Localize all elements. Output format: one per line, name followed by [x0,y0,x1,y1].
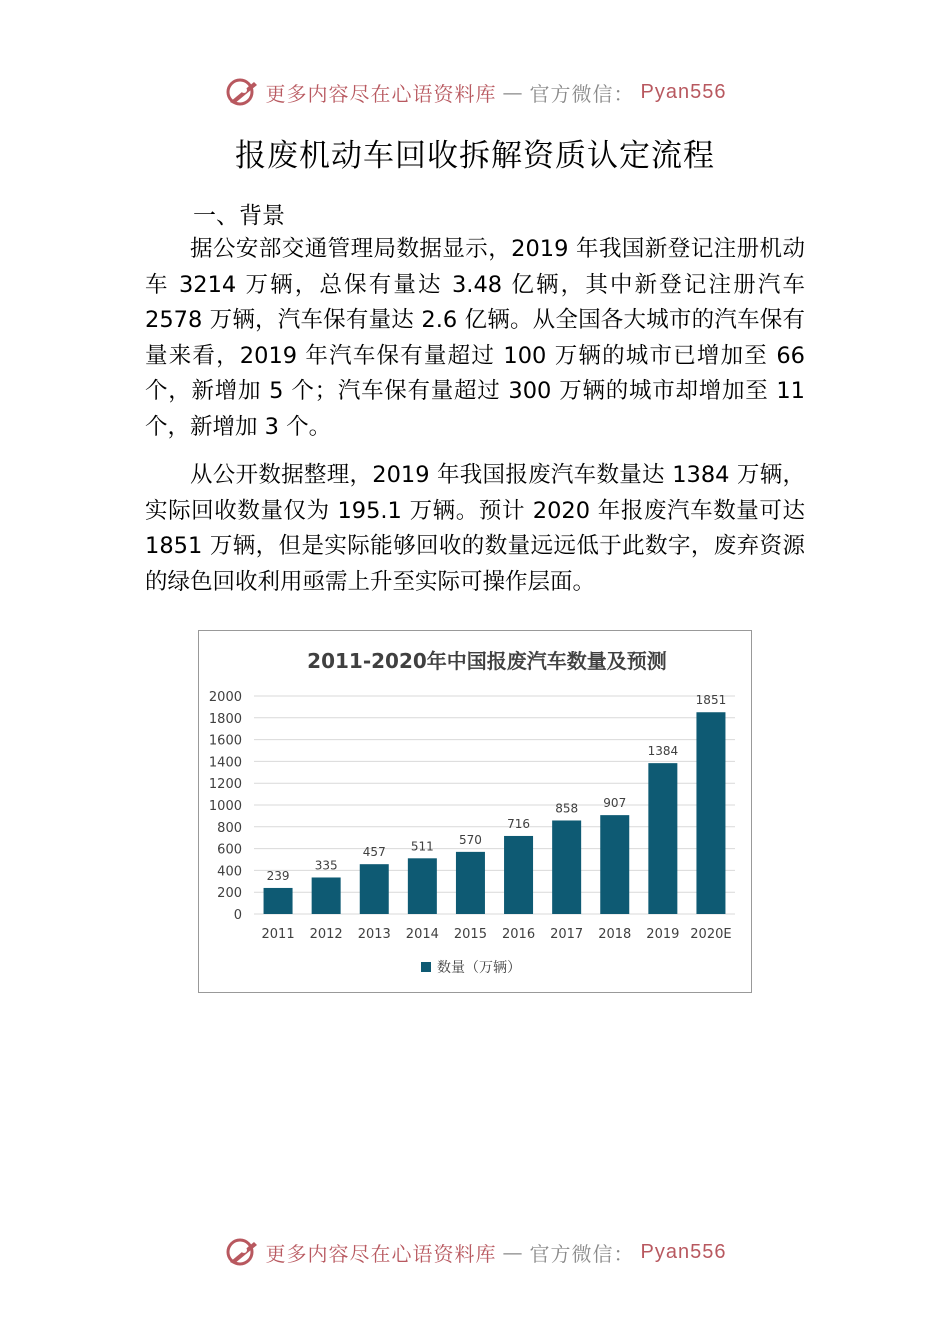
legend-label: 数量（万辆） [437,960,521,976]
bar-2012 [312,877,341,914]
footer-promo-text: 更多内容尽在心语资料库 [265,1241,497,1266]
y-tick-label: 1600 [208,733,242,749]
y-tick-label: 1400 [208,755,242,771]
header-wechat-id: Pyan556 [640,80,727,103]
paragraph-1: 据公安部交通管理局数据显示，2019 年我国新登记注册机动车 3214 万辆，总保有量达 3.48 亿辆，其中新登记注册汽车 2578 万辆，汽车保有量达 2.6 亿辆。从全国各大城市的汽车保有量来看，2019 年汽车保有量超过 100 万辆的城市已增加至 66 个，新增加 5 个；汽车保有量超过 300 万辆的城市却增加至 11 个，新增加 3 个。 [145,236,805,440]
x-tick-label: 2019 [646,927,680,942]
header-dash: — [502,80,524,104]
y-tick-label: 800 [217,820,242,836]
bar-2016 [504,836,533,914]
x-tick-label: 2015 [453,927,487,942]
bar-2019 [648,763,677,914]
document-title: 报废机动车回收拆解资质认定流程 [235,138,715,174]
legend-swatch [421,962,431,972]
bar-2020E [696,712,725,914]
data-label: 570 [458,832,482,847]
data-label: 1384 [647,744,679,759]
logo-icon [224,76,260,108]
chart-title: 2011-2020年中国报废汽车数量及预测 [307,649,667,673]
bar-2013 [360,864,389,914]
data-label: 858 [555,801,579,816]
y-tick-label: 200 [217,886,242,902]
paragraph-2: 从公开数据整理，2019 年我国报废汽车数量达 1384 万辆，实际回收数量仅为 195.1 万辆。预计 2020 年报废汽车数量可达 1851 万辆，但是实际能够回收的数量远远低于此数字，废弃资源的绿色回收利用亟需上升至实际可操作层面。 [145,462,805,595]
y-tick-label: 600 [217,842,242,858]
x-tick-label: 2013 [357,927,391,942]
header-wechat-label: 官方微信： [529,81,635,106]
scrap-vehicle-bar-chart [199,631,751,992]
x-tick-label: 2014 [405,927,439,942]
y-tick-label: 0 [233,908,242,923]
y-tick-label: 400 [217,864,242,880]
data-label: 907 [603,796,627,811]
x-tick-label: 2020E [690,927,732,942]
x-tick-label: 2011 [261,927,295,942]
bar-2017 [552,820,581,914]
x-tick-label: 2012 [309,927,343,942]
y-tick-label: 2000 [208,690,242,705]
y-tick-label: 1000 [208,799,242,814]
data-label: 457 [362,845,386,860]
data-label: 716 [507,816,531,831]
bar-2014 [408,858,437,914]
bar-2018 [600,815,629,914]
chart-container [198,630,752,993]
y-tick-label: 1800 [208,711,242,727]
bar-2015 [456,852,485,914]
footer-wechat-label: 官方微信： [529,1241,635,1266]
y-tick-label: 1200 [208,777,242,793]
data-label: 239 [266,868,290,883]
section-heading: 一、背景 [193,203,285,229]
data-label: 1851 [695,693,727,708]
footer-dash: — [502,1240,524,1264]
x-tick-label: 2018 [598,927,632,942]
bar-2011 [264,888,293,914]
data-label: 335 [314,858,338,873]
x-tick-label: 2017 [550,927,584,942]
page-footer [0,1236,950,1273]
footer-wechat-id: Pyan556 [640,1240,727,1263]
header-promo-text: 更多内容尽在心语资料库 [265,81,497,106]
x-tick-label: 2016 [502,927,536,942]
logo-icon [224,1236,260,1268]
data-label: 511 [410,839,434,854]
page-header [0,76,950,113]
